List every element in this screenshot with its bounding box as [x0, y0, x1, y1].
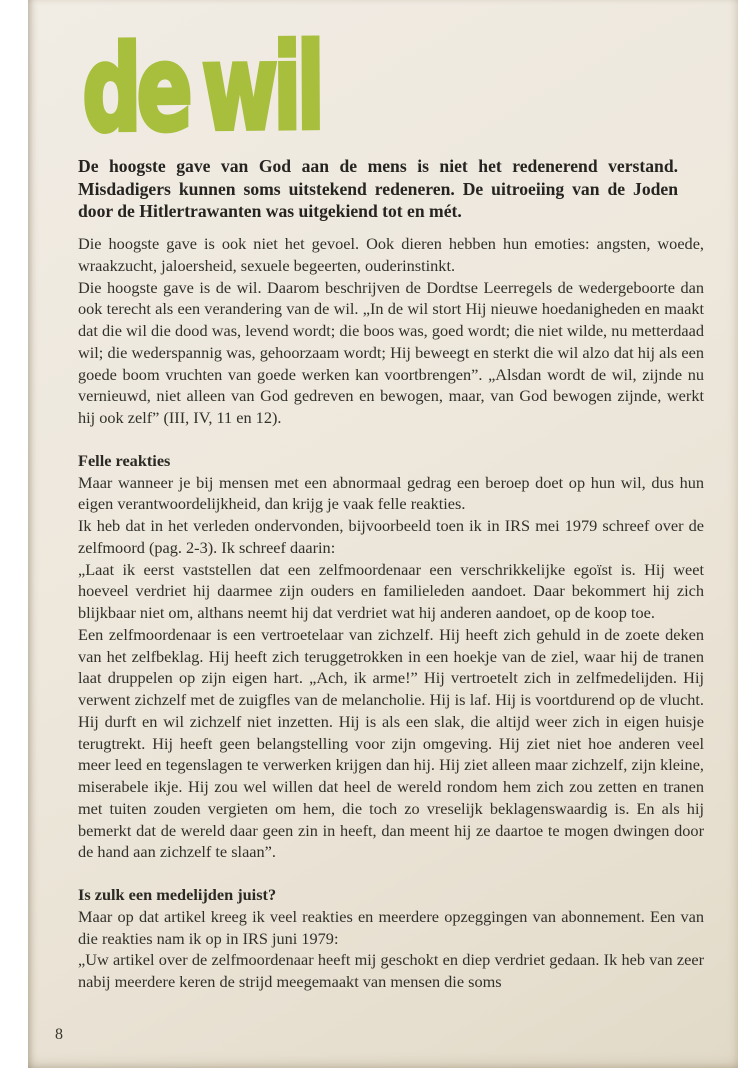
body-paragraph: „Laat ik eerst vaststellen dat een zelfmoordenaar een verschrikkelijke egoïst is. Hij weet hoeveel verdriet hij daarmee zijn ouders en familieleden aandoet. Daar bekommert hij zich blijkbaar niet om, althans neemt hij dat verdriet wat hij anderen aandoet, op de koop toe. [78, 559, 704, 622]
body-paragraph: Die hoogste gave is de wil. Daarom beschrijven de Dordtse Leerregels de wedergeboorte dan ook terecht als een verandering van de wil. „In de wil stort Hij nieuwe hoedanigheden en maakt dat die wil die dood was, levend wordt; die boos was, goed wordt; die niet wilde, nu metterdaad wil; die wederspannig was, gehoorzaam wordt; Hij beweegt en sterkt die wil alzo dat hij als een goede boom vruchten van goede werken kan voortbrengen”. „Alsdan wordt de wil, zijnde nu vernieuwd, niet alleen van God gedreven en bewogen, maar, van God bewogen zijnde, werkt hij ook zelf” (III, IV, 11 en 12). [78, 277, 704, 427]
page-title: de wil [81, 17, 321, 158]
section-heading-felle-reakties: Felle reakties [78, 450, 171, 470]
body-paragraph: Ik heb dat in het verleden ondervonden, bijvoorbeeld toen ik in IRS mei 1979 schreef over de zelfmoord (pag. 2-3). Ik schreef daarin: [78, 516, 704, 557]
body-paragraph: „Uw artikel over de zelfmoordenaar heeft mij geschokt en diep verdriet gedaan. Ik heb van zeer nabij meerdere keren de strijd meegemaakt van mensen die soms [78, 950, 704, 991]
body-paragraph: Een zelfmoordenaar is een vertroetelaar van zichzelf. Hij heeft zich gehuld in de zoete deken van het zelfbeklag. Hij heeft zich teruggetrokken in een hoekje van de ziel, waar hij de tranen laat druppelen op zijn eigen hart. „Ach, ik arme!” Hij vertroetelt zich in zelfmedelijden. Hij verwent zichzelf met de zuigfles van de melancholie. Hij is laf. Hij is voortdurend op de vlucht. Hij durft en wil zichzelf niet inzetten. Hij is als een slak, die altijd weer zich in eigen huisje terugtrekt. Hij heeft geen belangstelling voor zijn omgeving. Hij ziet niet hoe anderen veel meer leed en tegenslagen te verwerken krijgen dan hij. Hij ziet alleen maar zichzelf, zijn kleine, miserabele ikje. Hij zou wel willen dat heel de wereld rondom hem zich zou zetten en tranen met tuiten zouden vergieten om hem, die toch zo vreselijk beklagenswaardig is. En als hij bemerkt dat de wereld daar geen zin in heeft, dan meent hij ze daartoe te mogen dwingen door de hand aan zichzelf te slaan”. [78, 624, 704, 862]
page-number: 8 [55, 1026, 63, 1043]
body-text-column [78, 233, 704, 993]
intro-paragraph: De hoogste gave van God aan de mens is niet het redenerend verstand. Misdadigers kunnen soms uitstekend redeneren. De uitroeiing van de Joden door de Hitlertrawanten was uitgekiend tot en mét. [78, 156, 678, 222]
body-paragraph: Maar wanneer je bij mensen met een abnormaal gedrag een beroep doet op hun wil, dus hun eigen verantwoordelijkheid, dan krijg je vaak felle reakties. [78, 472, 704, 514]
body-paragraph: Maar op dat artikel kreeg ik veel reakties en meerdere opzeggingen van abonnement. Een van die reakties nam ik op in IRS juni 1979: [78, 906, 704, 948]
body-paragraph: Die hoogste gave is ook niet het gevoel. Ook dieren hebben hun emoties: angsten, woede, wraakzucht, jaloersheid, sexuele begeerten, ouderinstinkt. [78, 234, 704, 275]
section-heading-is-zulk-een-medelijden-juist: Is zulk een medelijden juist? [78, 885, 277, 904]
book-page [28, 0, 738, 1068]
